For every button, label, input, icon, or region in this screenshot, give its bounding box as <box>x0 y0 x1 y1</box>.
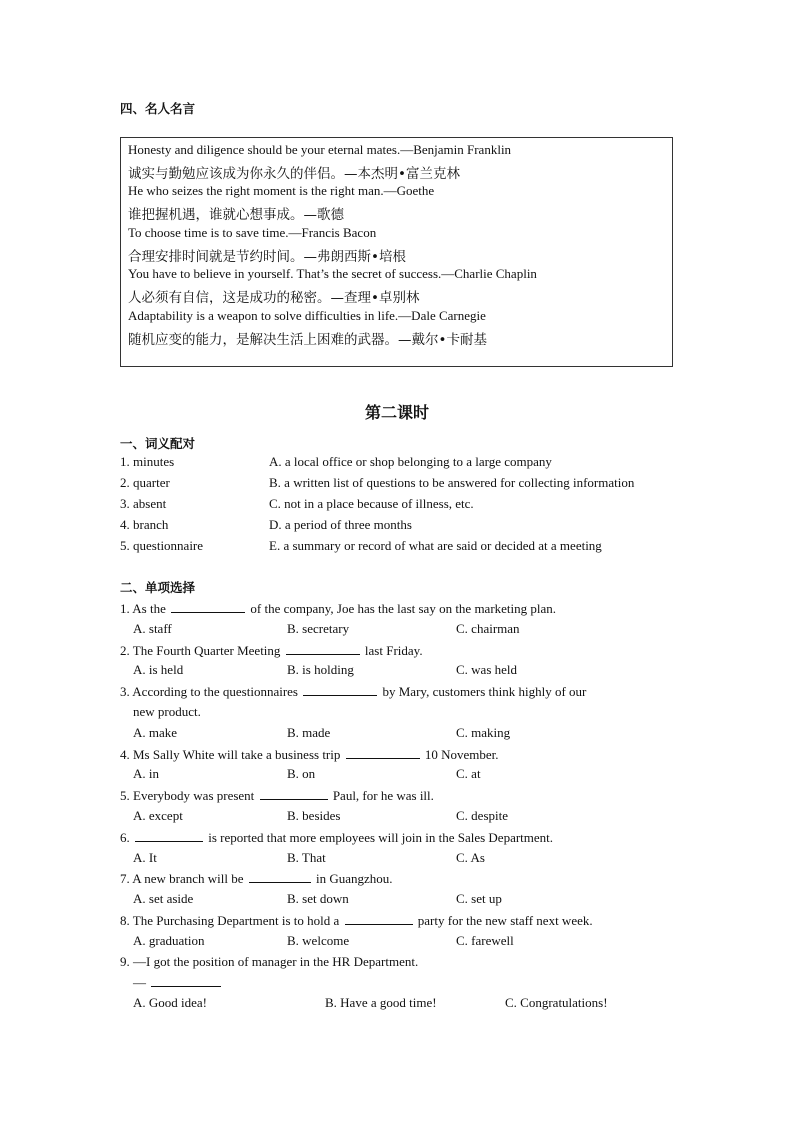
section1-heading: 一、词义配对 <box>120 436 196 451</box>
q3-option-c[interactable]: C. making <box>456 725 511 740</box>
q2-option-a[interactable]: A. is held <box>133 662 184 677</box>
q6-option-b[interactable]: B. That <box>287 850 326 865</box>
q9-option-a[interactable]: A. Good idea! <box>133 995 208 1010</box>
question-2: 2. The Fourth Quarter Meeting last Friday. <box>120 643 423 658</box>
q7-option-b[interactable]: B. set down <box>287 891 349 906</box>
q5-option-c[interactable]: C. despite <box>456 808 508 823</box>
q2-option-b[interactable]: B. is holding <box>287 662 354 677</box>
match-def-d: D. a period of three months <box>269 517 412 532</box>
q6-option-a[interactable]: A. It <box>133 850 157 865</box>
question-9-response: — <box>133 974 223 991</box>
quotes-box <box>120 137 673 367</box>
question-9: 9. —I got the position of manager in the HR Department. <box>120 954 419 969</box>
q8-option-c[interactable]: C. farewell <box>456 933 514 948</box>
q9-option-b[interactable]: B. Have a good time! <box>325 995 437 1010</box>
question-3: 3. According to the questionnaires by Mary, customers think highly of our <box>120 684 587 699</box>
match-def-a: A. a local office or shop belonging to a large company <box>269 454 552 469</box>
question-6: 6. is reported that more employees will join in the Sales Department. <box>120 830 554 845</box>
quote-5-zh: 随机应变的能力，是解决生活上困难的武器。—戴尔•卡耐基 <box>128 332 487 348</box>
q1-option-c[interactable]: C. chairman <box>456 621 520 636</box>
answer-blank[interactable] <box>151 974 221 987</box>
quote-5-en: Adaptability is a weapon to solve difficulties in life.—Dale Carnegie <box>128 308 486 323</box>
answer-blank[interactable] <box>303 683 377 696</box>
answer-blank[interactable] <box>171 600 245 613</box>
lesson-title: 第二课时 <box>364 403 429 422</box>
q8-option-a[interactable]: A. graduation <box>133 933 205 948</box>
quote-4-zh: 人必须有自信，这是成功的秘密。—查理•卓别林 <box>128 290 420 306</box>
q3-option-a[interactable]: A. make <box>133 725 178 740</box>
q3-option-b[interactable]: B. made <box>287 725 331 740</box>
answer-blank[interactable] <box>286 642 360 655</box>
quote-1-zh: 诚实与勤勉应该成为你永久的伴侣。—本杰明•富兰克林 <box>128 166 460 182</box>
answer-blank[interactable] <box>249 870 311 883</box>
match-term-5: 5. questionnaire <box>120 538 204 553</box>
question-5: 5. Everybody was present Paul, for he was ill. <box>120 788 434 803</box>
q6-option-c[interactable]: C. As <box>456 850 485 865</box>
q4-option-a[interactable]: A. in <box>133 766 159 781</box>
q5-option-b[interactable]: B. besides <box>287 808 341 823</box>
q5-option-a[interactable]: A. except <box>133 808 183 823</box>
match-term-3: 3. absent <box>120 496 167 511</box>
quote-3-zh: 合理安排时间就是节约时间。—弗朗西斯•培根 <box>128 249 406 265</box>
q4-option-b[interactable]: B. on <box>287 766 316 781</box>
quote-1-en: Honesty and diligence should be your eternal mates.—Benjamin Franklin <box>128 142 512 157</box>
match-def-e: E. a summary or record of what are said or decided at a meeting <box>269 538 602 553</box>
question-8: 8. The Purchasing Department is to hold a party for the new staff next week. <box>120 913 593 928</box>
answer-blank[interactable] <box>345 912 413 925</box>
section2-heading: 二、单项选择 <box>120 580 196 595</box>
answer-blank[interactable] <box>135 829 203 842</box>
q4-option-c[interactable]: C. at <box>456 766 481 781</box>
quote-4-en: You have to believe in yourself. That’s the secret of success.—Charlie Chaplin <box>128 266 537 281</box>
match-term-4: 4. branch <box>120 517 169 532</box>
question-3-continued: new product. <box>133 704 201 719</box>
q2-option-c[interactable]: C. was held <box>456 662 518 677</box>
answer-blank[interactable] <box>346 746 420 759</box>
question-7: 7. A new branch will be in Guangzhou. <box>120 871 393 886</box>
quote-2-zh: 谁把握机遇，谁就心想事成。—歌德 <box>128 207 344 223</box>
match-term-1: 1. minutes <box>120 454 175 469</box>
question-4: 4. Ms Sally White will take a business trip 10 November. <box>120 747 499 762</box>
answer-blank[interactable] <box>260 787 328 800</box>
section4-heading: 四、名人名言 <box>120 101 196 116</box>
q8-option-b[interactable]: B. welcome <box>287 933 350 948</box>
q9-option-c[interactable]: C. Congratulations! <box>505 995 608 1010</box>
q7-option-a[interactable]: A. set aside <box>133 891 194 906</box>
match-def-b: B. a written list of questions to be answered for collecting information <box>269 475 635 490</box>
quote-2-en: He who seizes the right moment is the right man.—Goethe <box>128 183 435 198</box>
match-def-c: C. not in a place because of illness, etc. <box>269 496 474 511</box>
quote-3-en: To choose time is to save time.—Francis Bacon <box>128 225 377 240</box>
q1-option-a[interactable]: A. staff <box>133 621 172 636</box>
q1-option-b[interactable]: B. secretary <box>287 621 350 636</box>
question-1: 1. As the of the company, Joe has the last say on the marketing plan. <box>120 601 557 616</box>
match-term-2: 2. quarter <box>120 475 170 490</box>
q7-option-c[interactable]: C. set up <box>456 891 502 906</box>
